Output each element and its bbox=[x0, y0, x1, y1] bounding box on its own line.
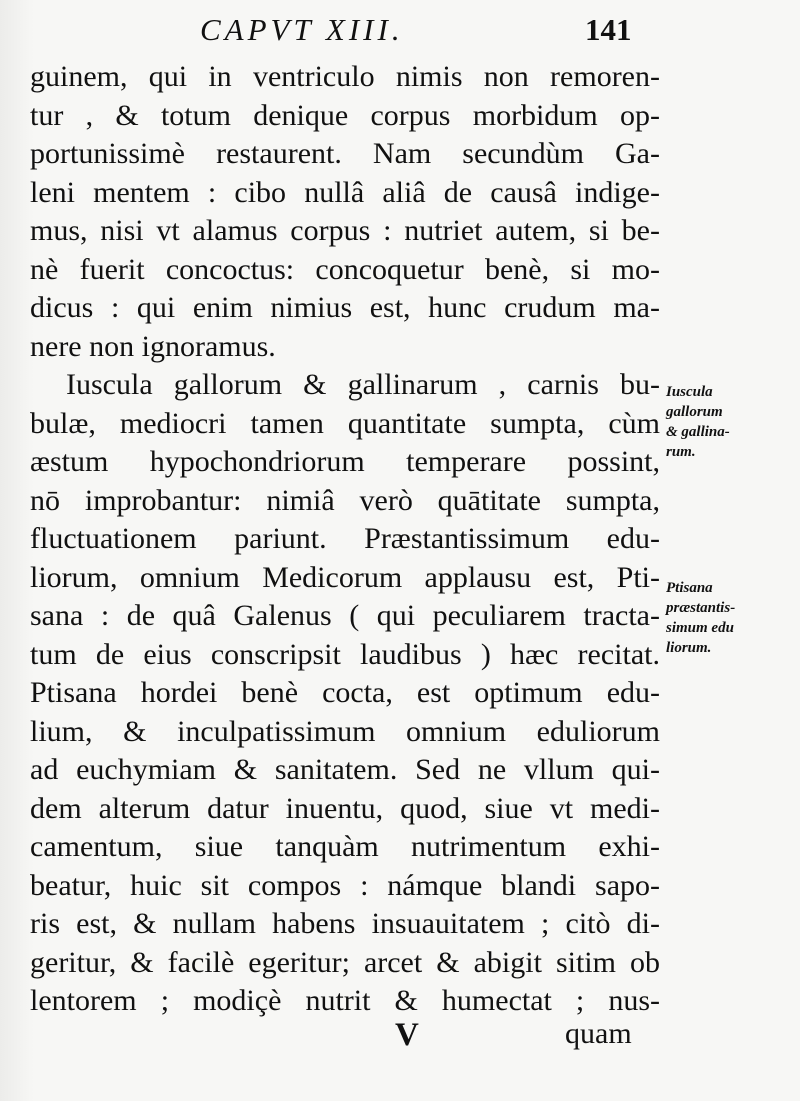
text-line-7: dicus : qui enim nimius est, hunc crudum ma- bbox=[30, 291, 660, 324]
margin-note-line: gallorum bbox=[666, 404, 723, 420]
text-line-16: tum de eius conscripsit laudibus ) hæc recitat. bbox=[30, 637, 660, 671]
page-edge-shadow bbox=[0, 0, 34, 1101]
margin-note-line: præstantis- bbox=[666, 600, 736, 616]
text-line-15: sana : de quâ Galenus ( qui peculiarem tracta- bbox=[30, 599, 660, 632]
text-line-11: æstum hypochondriorum temperare possint, bbox=[30, 445, 660, 478]
text-line-20: dem alterum datur inuentu, quod, siue vt medi- bbox=[30, 791, 660, 825]
text-line-9: Iuscula gallorum & gallinarum , carnis bu- bbox=[66, 368, 660, 401]
text-line-5: mus, nisi vt alamus corpus : nutriet autem, si be- bbox=[30, 214, 660, 247]
text-line-2: tur , & totum denique corpus morbidum op- bbox=[30, 98, 660, 132]
margin-note-ptisana bbox=[666, 578, 796, 658]
page-header bbox=[170, 6, 670, 52]
margin-note-iuscula bbox=[666, 382, 796, 462]
text-line-13: fluctuationem pariunt. Præstantissimum edu- bbox=[30, 522, 660, 555]
margin-note-line: Iuscula bbox=[666, 384, 713, 400]
text-line-12: nō improbantur: nimiâ verò quātitate sumpta, bbox=[30, 483, 660, 517]
text-line-4: leni mentem : cibo nullâ aliâ de causâ indige- bbox=[30, 175, 660, 209]
text-line-19: ad euchymiam & sanitatem. Sed ne vllum qui- bbox=[30, 753, 660, 786]
margin-note-line: simum edu bbox=[666, 620, 734, 636]
text-line-25: lentorem ; modiçè nutrit & humectat ; nus- bbox=[30, 984, 660, 1017]
text-line-24: geritur, & facilè egeritur; arcet & abigit sitim ob bbox=[30, 945, 660, 979]
margin-note-line: rum. bbox=[666, 444, 696, 460]
margin-note-line: Ptisana bbox=[666, 580, 713, 596]
text-line-6: nè fuerit concoctus: concoquetur benè, si mo- bbox=[30, 252, 660, 286]
text-line-23: ris est, & nullam habens insuauitatem ; citò di- bbox=[30, 907, 660, 940]
catchword: quam bbox=[565, 1017, 632, 1050]
text-line-21: camentum, siue tanquàm nutrimentum exhi- bbox=[30, 830, 660, 863]
text-line-8: nere non ignoramus. bbox=[30, 329, 276, 363]
margin-note-line: & gallina- bbox=[666, 424, 730, 440]
signature-mark: V bbox=[395, 1017, 419, 1053]
margin-note-line: liorum. bbox=[666, 640, 712, 656]
text-line-3: portunissimè restaurent. Nam secundùm Ga- bbox=[30, 137, 660, 170]
main-text-block bbox=[30, 58, 660, 1021]
text-line-10: bulæ, mediocri tamen quantitate sumpta, cùm bbox=[30, 406, 660, 440]
running-title: CAPVT XIII. bbox=[200, 12, 404, 47]
text-line-1: guinem, qui in ventriculo nimis non remoren- bbox=[30, 60, 660, 93]
page-number: 141 bbox=[585, 12, 632, 47]
text-line-14: liorum, omnium Medicorum applausu est, Pti- bbox=[30, 560, 660, 594]
text-line-18: lium, & inculpatissimum omnium eduliorum bbox=[30, 714, 660, 748]
text-line-22: beatur, huic sit compos : námque blandi sapo- bbox=[30, 868, 660, 902]
text-line-17: Ptisana hordei benè cocta, est optimum edu- bbox=[30, 676, 660, 709]
